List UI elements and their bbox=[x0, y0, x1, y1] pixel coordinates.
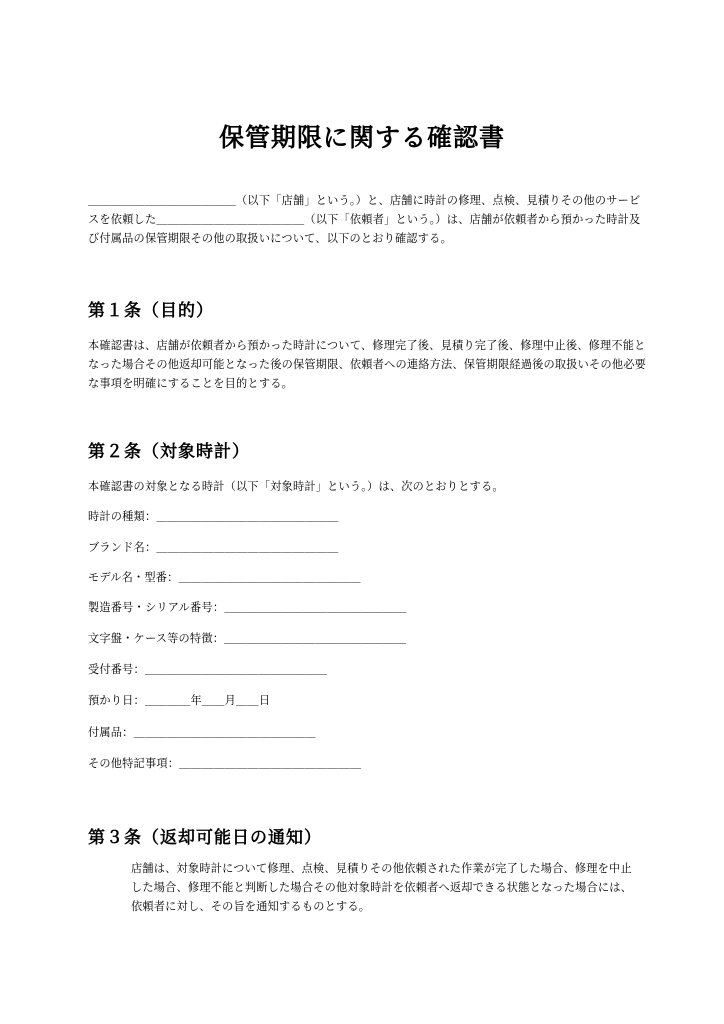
intro-paragraph: ＿＿＿＿＿＿＿＿＿＿＿＿＿（以下「店舗」という。）と、店舗に時計の修理、点検、見積りその他のサービスを依頼した＿＿＿＿＿＿＿＿＿＿＿＿＿（以下「依頼者」という。）は、店舗が依頼者から預かった時計及び付属品の保管期限その他の取扱いについて、以下のとおり確認する。 bbox=[88, 194, 641, 245]
field-watch-type: 時計の種類：＿＿＿＿＿＿＿＿＿＿＿＿＿＿＿＿ bbox=[88, 510, 339, 523]
field-accessories: 付属品：＿＿＿＿＿＿＿＿＿＿＿＿＿＿＿＿ bbox=[88, 726, 316, 739]
article1-body: 本確認書は、店舗が依頼者から預かった時計について、修理完了後、見積り完了後、修理中止後、修理不能となった場合その他返却可能となった後の保管期限、依頼者への連絡方法、保管期限経過後の取扱いその他必要な事項を明確にすることを目的とする。 bbox=[88, 339, 646, 390]
field-deposit-date: 預かり日：＿＿＿＿年＿＿月＿＿日 bbox=[88, 694, 271, 707]
article1-heading: 第１条（目的） bbox=[88, 301, 214, 321]
article2-heading: 第２条（対象時計） bbox=[88, 442, 250, 462]
field-brand-name: ブランド名：＿＿＿＿＿＿＿＿＿＿＿＿＿＿＿＿ bbox=[88, 541, 339, 554]
article3-heading: 第３条（返却可能日の通知） bbox=[88, 828, 322, 848]
document-title: 保管期限に関する確認書 bbox=[218, 123, 505, 152]
field-serial-number: 製造番号・シリアル番号：＿＿＿＿＿＿＿＿＿＿＿＿＿＿＿＿ bbox=[88, 601, 407, 614]
article3-body: 店舗は、対象時計について修理、点検、見積りその他依頼された作業が完了した場合、修理を中止した場合、修理不能と判断した場合その他対象時計を依頼者へ返却できる状態となった場合には、依頼者に対し、その旨を通知するものとする。 bbox=[131, 862, 633, 913]
field-other-notes: その他特記事項：＿＿＿＿＿＿＿＿＿＿＿＿＿＿＿＿ bbox=[88, 757, 362, 770]
field-model-number: モデル名・型番：＿＿＿＿＿＿＿＿＿＿＿＿＿＿＿＿ bbox=[88, 571, 361, 584]
article2-body: 本確認書の対象となる時計（以下「対象時計」という。）は、次のとおりとする。 bbox=[88, 480, 504, 493]
field-receipt-number: 受付番号：＿＿＿＿＿＿＿＿＿＿＿＿＿＿＿＿ bbox=[88, 663, 328, 676]
field-dial-case-features: 文字盤・ケース等の特徴：＿＿＿＿＿＿＿＿＿＿＿＿＿＿＿＿ bbox=[88, 632, 407, 645]
